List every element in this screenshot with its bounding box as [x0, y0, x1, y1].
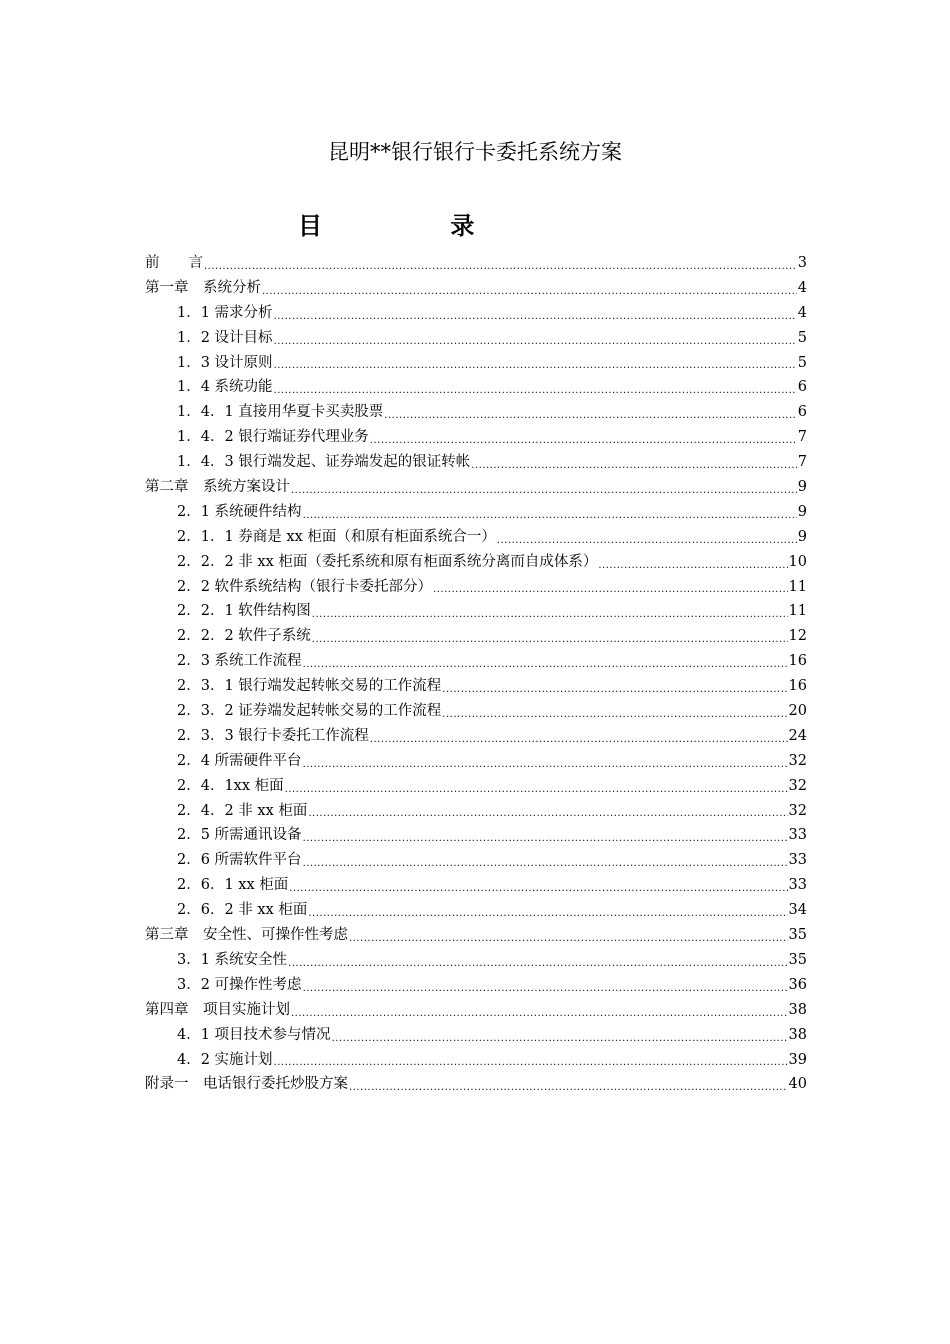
toc-entry[interactable]	[145, 301, 807, 326]
toc-page-number: 33	[788, 877, 807, 894]
toc-entry-label: 第二章 系统方案设计	[145, 479, 290, 496]
toc-dot-leader	[285, 781, 788, 799]
toc-entry-label: 2．2．1 软件结构图	[177, 603, 311, 620]
toc-page-number: 11	[788, 603, 807, 620]
toc-page-number: 3	[797, 255, 807, 271]
toc-page-number: 35	[788, 951, 807, 968]
toc-page-number: 40	[788, 1076, 807, 1093]
toc-dot-leader	[274, 308, 797, 326]
toc-dot-leader	[312, 631, 788, 649]
toc-dot-leader	[303, 855, 788, 873]
toc-entry[interactable]	[145, 749, 807, 774]
toc-dot-leader	[303, 656, 788, 674]
toc-heading: 目 录	[298, 212, 535, 240]
toc-entry-label: 2．6．1 xx 柜面	[177, 877, 289, 894]
toc-dot-leader	[274, 382, 797, 400]
toc-dot-leader	[332, 1030, 788, 1048]
toc-entry[interactable]	[145, 425, 807, 450]
toc-entry[interactable]	[145, 774, 807, 799]
toc-entry-label: 1．3 设计原则	[177, 354, 273, 371]
toc-page-number: 35	[788, 927, 807, 944]
toc-dot-leader	[291, 482, 797, 500]
toc-entry[interactable]	[145, 599, 807, 624]
toc-page-number: 16	[788, 678, 807, 695]
toc-dot-leader	[303, 830, 788, 848]
toc-dot-leader	[471, 457, 796, 475]
toc-entry[interactable]	[145, 251, 807, 276]
toc-entry[interactable]	[145, 873, 807, 898]
toc-dot-leader	[349, 1079, 788, 1097]
toc-page-number: 7	[797, 429, 807, 446]
toc-entry-label: 2．4 所需硬件平台	[177, 752, 302, 769]
toc-entry[interactable]	[145, 848, 807, 873]
toc-entry[interactable]	[145, 923, 807, 948]
toc-entry-label: 1．4．2 银行端证券代理业务	[177, 429, 369, 446]
toc-dot-leader	[308, 805, 787, 823]
toc-entry-label: 第四章 项目实施计划	[145, 1001, 290, 1018]
toc-dot-leader	[262, 283, 797, 301]
toc-entry[interactable]	[145, 799, 807, 824]
toc-page-number: 16	[788, 653, 807, 670]
toc-dot-leader	[303, 507, 797, 525]
toc-page-number: 10	[788, 553, 807, 570]
toc-dot-leader	[308, 905, 787, 923]
toc-page-number: 6	[797, 404, 807, 421]
toc-entry[interactable]	[145, 276, 807, 301]
toc-page-number: 5	[797, 329, 807, 346]
toc-dot-leader	[598, 557, 787, 575]
toc-entry-label: 2．1 系统硬件结构	[177, 503, 302, 520]
toc-page-number: 5	[797, 354, 807, 371]
table-of-contents	[145, 251, 807, 1097]
toc-page-number: 7	[797, 454, 807, 471]
toc-entry-label: 2．6．2 非 xx 柜面	[177, 902, 308, 919]
toc-entry[interactable]	[145, 351, 807, 376]
toc-dot-leader	[497, 532, 797, 550]
toc-entry-label: 4．1 项目技术参与情况	[177, 1026, 331, 1043]
toc-dot-leader	[442, 681, 787, 699]
toc-entry-label: 2．2．2 非 xx 柜面（委托系统和原有柜面系统分离而自成体系）	[177, 553, 598, 570]
toc-dot-leader	[288, 955, 787, 973]
toc-entry-label: 2．6 所需软件平台	[177, 852, 302, 869]
toc-entry-label: 1．1 需求分析	[177, 304, 273, 321]
toc-dot-leader	[274, 357, 797, 375]
toc-dot-leader	[442, 706, 787, 724]
toc-entry[interactable]	[145, 375, 807, 400]
toc-page-number: 36	[788, 976, 807, 993]
toc-entry-label: 2．2．2 软件子系统	[177, 628, 311, 645]
toc-entry[interactable]	[145, 973, 807, 998]
toc-entry[interactable]	[145, 450, 807, 475]
toc-entry-label: 1．4 系统功能	[177, 379, 273, 396]
toc-dot-leader	[433, 581, 787, 599]
toc-entry-label: 2．5 所需通讯设备	[177, 827, 302, 844]
toc-entry-label: 2．4．2 非 xx 柜面	[177, 802, 308, 819]
toc-page-number: 9	[797, 479, 807, 496]
toc-dot-leader	[384, 407, 796, 425]
toc-page-number: 38	[788, 1001, 807, 1018]
toc-page-number: 11	[788, 578, 807, 595]
toc-entry-label: 前 言	[145, 255, 203, 271]
toc-page-number: 32	[788, 752, 807, 769]
toc-page-number: 33	[788, 827, 807, 844]
toc-entry-label: 附录一 电话银行委托炒股方案	[145, 1076, 348, 1093]
toc-entry-label: 2．3．3 银行卡委托工作流程	[177, 727, 369, 744]
toc-dot-leader	[349, 930, 788, 948]
toc-entry-label: 2．3 系统工作流程	[177, 653, 302, 670]
toc-page-number: 9	[797, 528, 807, 545]
toc-entry[interactable]	[145, 500, 807, 525]
toc-entry-label: 1．2 设计目标	[177, 329, 273, 346]
toc-entry[interactable]	[145, 823, 807, 848]
toc-page-number: 4	[797, 304, 807, 321]
toc-page-number: 38	[788, 1026, 807, 1043]
toc-entry[interactable]	[145, 475, 807, 500]
toc-dot-leader	[204, 258, 797, 276]
toc-entry[interactable]	[145, 1023, 807, 1048]
toc-entry-label: 1．4．1 直接用华夏卡买卖股票	[177, 404, 384, 421]
toc-entry[interactable]	[145, 624, 807, 649]
toc-entry[interactable]	[145, 575, 807, 600]
toc-page-number: 24	[788, 727, 807, 744]
toc-entry-label: 2．1．1 券商是 xx 柜面（和原有柜面系统合一）	[177, 528, 496, 545]
toc-entry[interactable]	[145, 1072, 807, 1097]
toc-entry[interactable]	[145, 674, 807, 699]
toc-dot-leader	[274, 333, 797, 351]
toc-page-number: 32	[788, 777, 807, 794]
toc-entry-label: 2．4．1xx 柜面	[177, 777, 284, 794]
toc-entry[interactable]	[145, 649, 807, 674]
toc-entry-label: 4．2 实施计划	[177, 1051, 273, 1068]
toc-dot-leader	[370, 731, 788, 749]
toc-entry[interactable]	[145, 550, 807, 575]
toc-dot-leader	[312, 606, 788, 624]
toc-entry-label: 第三章 安全性、可操作性考虑	[145, 927, 348, 944]
toc-entry[interactable]	[145, 898, 807, 923]
toc-entry-label: 2．3．1 银行端发起转帐交易的工作流程	[177, 678, 442, 695]
toc-page-number: 39	[788, 1051, 807, 1068]
toc-entry-label: 3．2 可操作性考虑	[177, 976, 302, 993]
toc-entry[interactable]	[145, 699, 807, 724]
toc-entry[interactable]	[145, 948, 807, 973]
toc-entry-label: 2．2 软件系统结构（银行卡委托部分）	[177, 578, 433, 595]
document-title: 昆明**银行银行卡委托系统方案	[328, 140, 622, 164]
toc-page-number: 9	[797, 503, 807, 520]
toc-dot-leader	[289, 880, 787, 898]
toc-dot-leader	[370, 432, 797, 450]
toc-entry[interactable]	[145, 1048, 807, 1073]
toc-page-number: 32	[788, 802, 807, 819]
toc-entry[interactable]	[145, 326, 807, 351]
toc-entry[interactable]	[145, 724, 807, 749]
toc-entry-label: 第一章 系统分析	[145, 279, 261, 296]
toc-dot-leader	[303, 756, 788, 774]
toc-entry-label: 1．4．3 银行端发起、证券端发起的银证转帐	[177, 454, 471, 471]
toc-entry[interactable]	[145, 525, 807, 550]
toc-entry[interactable]	[145, 400, 807, 425]
toc-page-number: 6	[797, 379, 807, 396]
toc-dot-leader	[291, 1005, 788, 1023]
toc-entry[interactable]	[145, 998, 807, 1023]
toc-page-number: 33	[788, 852, 807, 869]
toc-page-number: 20	[788, 703, 807, 720]
toc-dot-leader	[274, 1054, 788, 1072]
toc-page-number: 4	[797, 279, 807, 296]
toc-page-number: 12	[788, 628, 807, 645]
toc-entry-label: 3．1 系统安全性	[177, 951, 288, 968]
toc-dot-leader	[303, 980, 788, 998]
toc-page-number: 34	[788, 902, 807, 919]
toc-entry-label: 2．3．2 证券端发起转帐交易的工作流程	[177, 703, 442, 720]
